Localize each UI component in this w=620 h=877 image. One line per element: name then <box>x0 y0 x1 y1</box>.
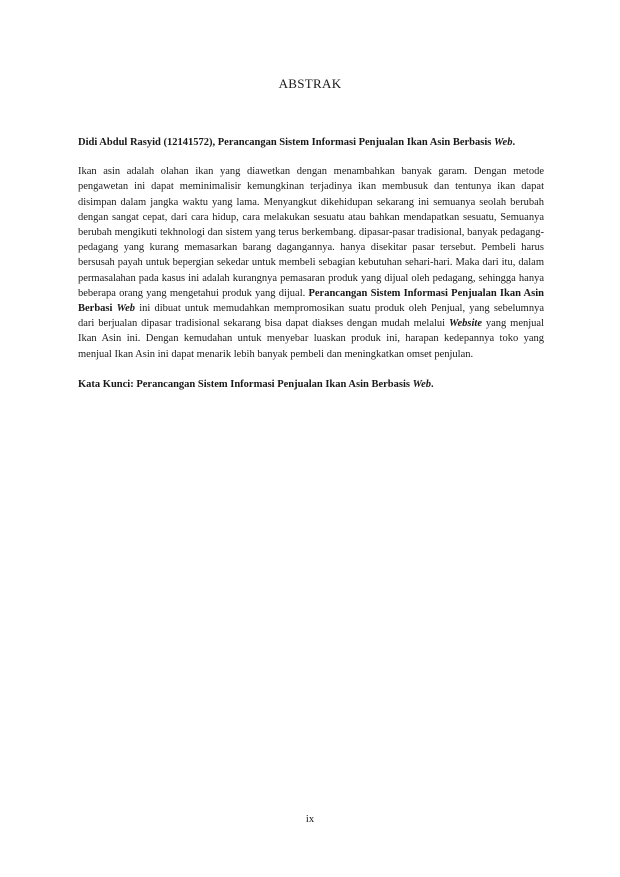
abstract-bold-title: Perancangan Sistem Informasi Penjualan Ikan Asin Berbasi <box>78 287 544 315</box>
page-number: ix <box>305 814 315 825</box>
author-heading <box>78 135 544 150</box>
keywords-period: . <box>431 378 434 390</box>
keywords-text: Kata Kunci: Perancangan Sistem Informasi Penjualan Ikan Asin Berbasis <box>78 378 413 390</box>
abstract-text-part2: ini dibuat untuk memudahkan mempromosikan suatu produk oleh Penjual, yang sebelumnya dari berjualan dipasar tradisional sekarang bisa dapat diakses dengan mudah melalui <box>78 303 544 330</box>
abstract-text-part3: yang menjual Ikan Asin ini. Dengan kemudahan untuk menyebar luaskan produk ini, harapan kedepannya toko yang menjual Ikan Asin ini dapat menarik lebih banyak pembeli dan meningkatkan omset penjulan. <box>78 318 545 360</box>
abstract-text-part1: Ikan asin adalah olahan ikan yang diawetkan dengan menambahkan banyak garam. Dengan metode pengawetan ini dapat meminimalisir kemungkinan terjadinya ikan membusuk dan tentunya ikan dapat disimpan dalam jangka waktu yang lama. Menyangkut dikehidupan sekarang ini semuanya seolah berubah dengan sangat cepat, dari cara hidup, cara melakukan sesuatu atau bahkan mendapatkan sesuatu, Semuanya berubah mengikuti tekhnologi dan sistem yang terus berkembang. dipasar-pasar tradisional, banyak pedagang-pedagang yang kurang memasarkan barang dagangannya. hanya disekitar pasar tersebut. Pembeli harus bersusah payah untuk bepergian sekedar untuk membeli sebagian kebutuhan sehari-hari. Maka dari itu, dalam permasalahan pada kasus ini adalah kurangnya pemasaran produk yang dijual oleh pedagang, sehingga hanya beberapa orang yang mengetahui produk yang dijual. <box>78 166 544 299</box>
heading-web-term: Web <box>493 137 513 148</box>
abstract-content <box>78 135 544 392</box>
abstract-bold-web: Web <box>116 303 136 315</box>
abstract-website-term: Website <box>448 318 483 330</box>
keywords-web-term: Web <box>412 378 432 390</box>
author-title-text: Didi Abdul Rasyid (12141572), Perancangan Sistem Informasi Penjualan Ikan Asin Berbasis <box>78 137 494 148</box>
keywords-line <box>78 377 544 392</box>
page-title: ABSTRAK <box>278 76 342 91</box>
heading-period: . <box>512 137 516 148</box>
abstract-paragraph <box>78 164 544 362</box>
